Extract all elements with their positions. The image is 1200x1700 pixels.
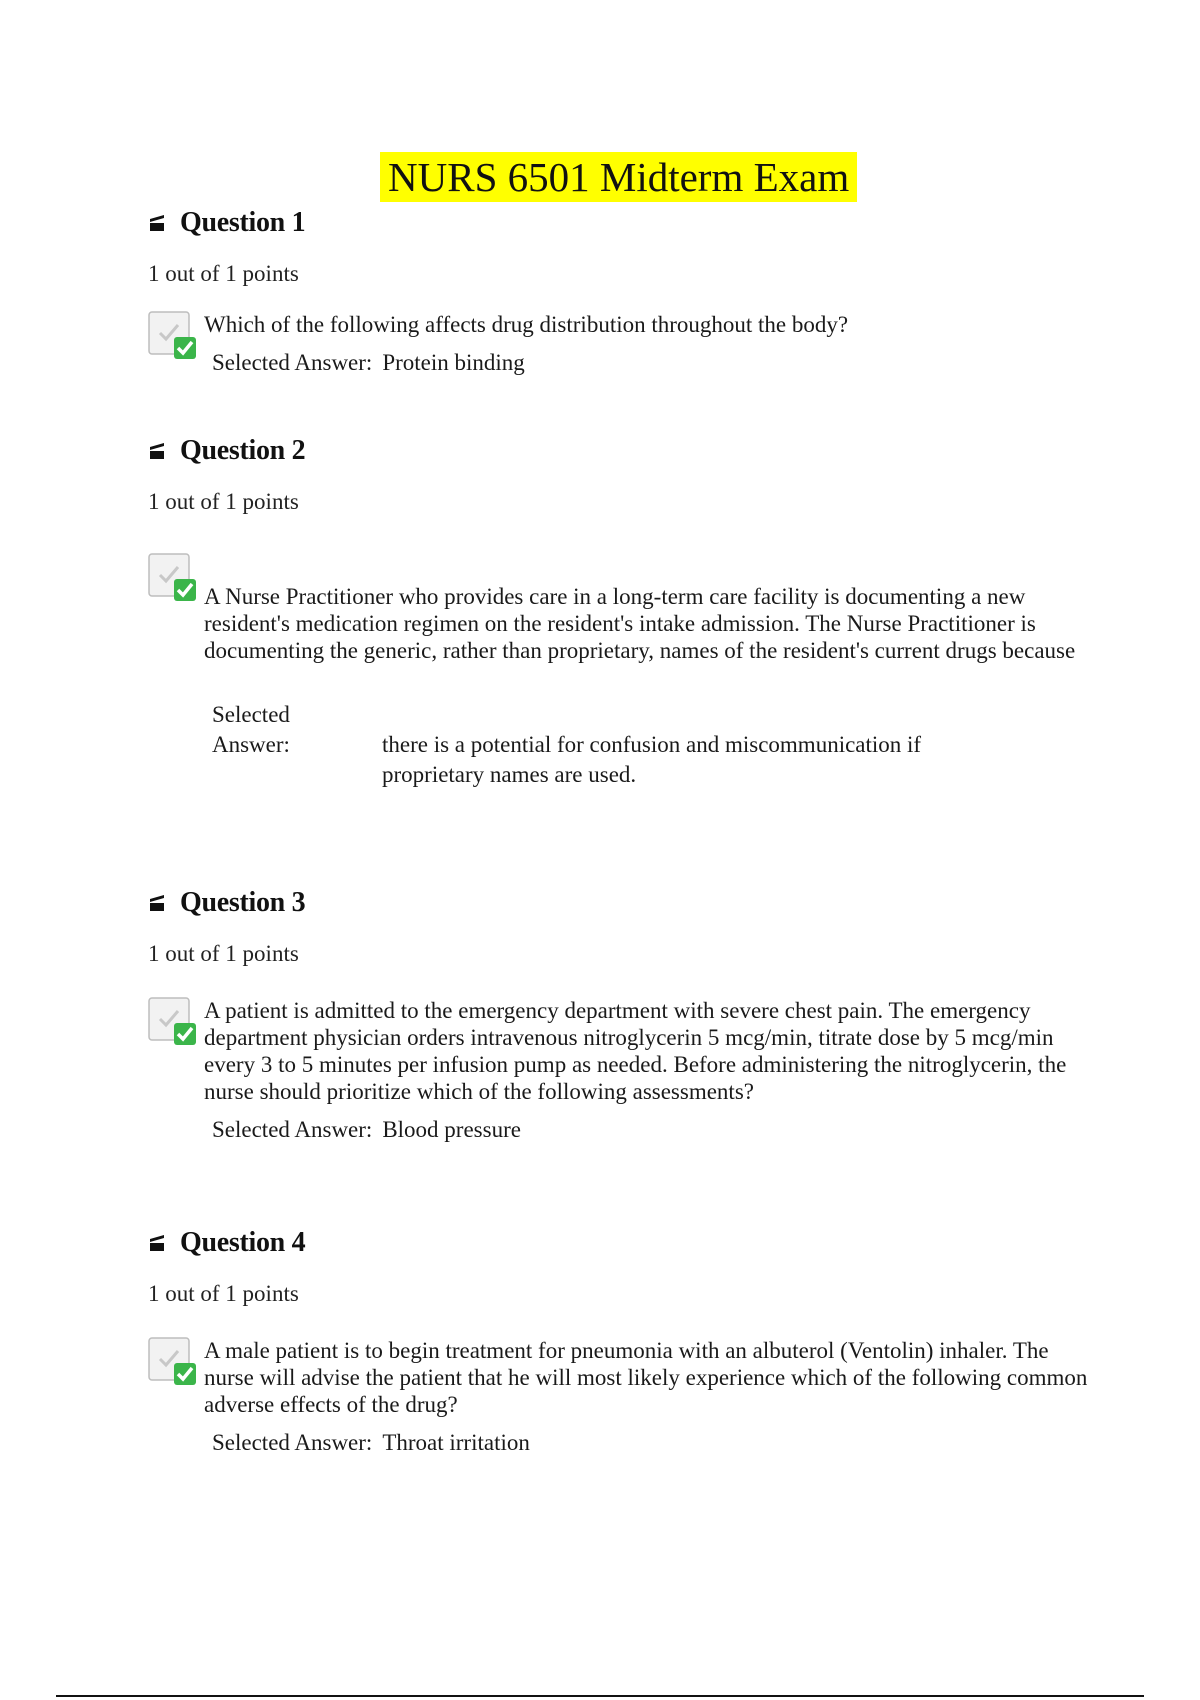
question-title: Question 1 xyxy=(180,207,306,238)
question-title: Question 2 xyxy=(180,435,306,466)
selected-answer-value: Protein binding xyxy=(382,350,525,375)
question-header xyxy=(148,1225,1088,1261)
question-header xyxy=(148,205,1088,241)
question-body xyxy=(148,997,1088,1143)
footer-divider xyxy=(56,1695,1144,1697)
question-text: A patient is admitted to the emergency department with severe chest pain. The emergency department physician orders intravenous nitroglycerin 5 mcg/min, titrate dose by 5 mcg/min every 3 to 5 minutes per infusion pump as needed. Before administering the nitroglycerin, the nurse should prioritize which of the following assessments? xyxy=(204,998,1067,1104)
question-body xyxy=(148,1337,1088,1456)
selected-answer-value: Blood pressure xyxy=(382,1117,521,1142)
answer-label-line-2: Answer: xyxy=(212,732,290,757)
question-1 xyxy=(148,205,1088,376)
correct-check-icon xyxy=(148,311,200,363)
selected-answer xyxy=(212,1117,1088,1143)
selected-answer xyxy=(212,1430,1088,1456)
selected-answer-label: Selected Answer: xyxy=(212,350,373,375)
question-header xyxy=(148,885,1088,921)
question-body xyxy=(148,311,1088,376)
page-title: NURS 6501 Midterm Exam xyxy=(380,152,857,202)
question-header xyxy=(148,433,1088,469)
correct-check-icon xyxy=(148,1337,200,1389)
correct-check-icon xyxy=(148,997,200,1049)
selected-answer-value: there is a potential for confusion and miscommunication if proprietary names are used. xyxy=(382,732,922,787)
question-body xyxy=(148,553,1088,790)
selected-answer-value: Throat irritation xyxy=(382,1430,530,1455)
points-text: 1 out of 1 points xyxy=(148,941,299,966)
selected-answer xyxy=(212,700,1088,790)
question-marker-icon xyxy=(148,214,166,232)
question-marker-icon xyxy=(148,894,166,912)
question-2 xyxy=(148,433,1088,790)
question-text: Which of the following affects drug distribution throughout the body? xyxy=(204,312,849,337)
answer-label-line-1: Selected xyxy=(212,702,290,727)
question-title: Question 3 xyxy=(180,887,306,918)
question-marker-icon xyxy=(148,442,166,460)
question-text: A male patient is to begin treatment for pneumonia with an albuterol (Ventolin) inhaler. The nurse will advise the patient that he will most likely experience which of the following common adverse effects of the drug? xyxy=(204,1338,1088,1417)
selected-answer-label: Selected Answer: xyxy=(212,1430,373,1455)
points-text: 1 out of 1 points xyxy=(148,261,299,286)
correct-check-icon xyxy=(148,553,200,605)
selected-answer xyxy=(212,350,1088,376)
question-3 xyxy=(148,885,1088,1143)
points-text: 1 out of 1 points xyxy=(148,489,299,514)
question-text: A Nurse Practitioner who provides care in a long-term care facility is documenting a new resident's medication regimen on the resident's intake admission. The Nurse Practitioner is documenting the generic, rather than proprietary, names of the resident's current drugs because xyxy=(204,584,1076,663)
question-title: Question 4 xyxy=(180,1227,306,1258)
points-text: 1 out of 1 points xyxy=(148,1281,299,1306)
question-4 xyxy=(148,1225,1088,1456)
selected-answer-label xyxy=(212,700,382,790)
question-marker-icon xyxy=(148,1234,166,1252)
selected-answer-label: Selected Answer: xyxy=(212,1117,373,1142)
